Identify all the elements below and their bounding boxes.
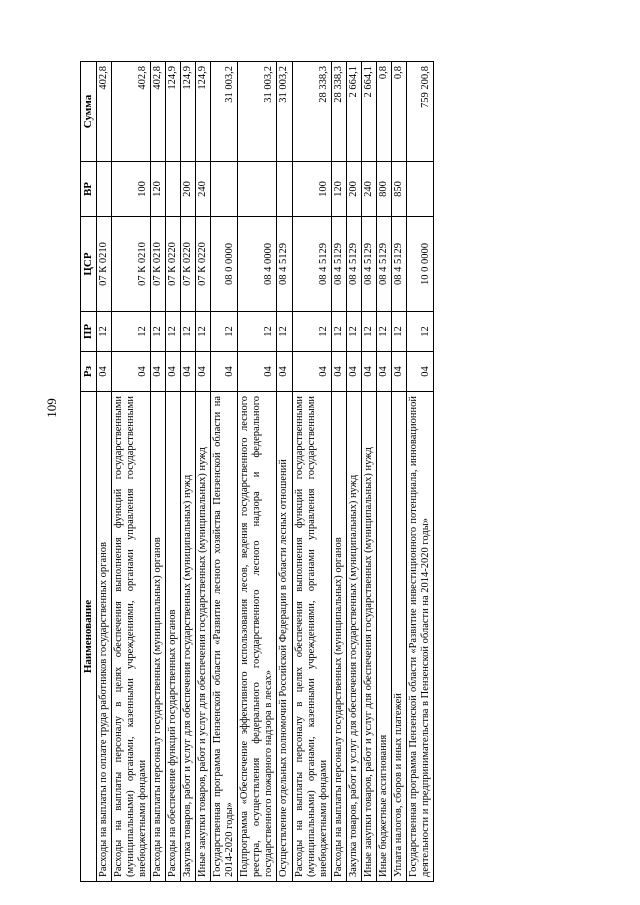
cell-vr: 240	[196, 162, 211, 217]
cell-pr: 12	[391, 312, 406, 352]
cell-sum: 402,8	[111, 62, 150, 162]
cell-csr: 08 4 5129	[391, 217, 406, 312]
cell-name: Расходы на выплаты персоналу в целях обеспечения выполнения функций государственными (муниципальными) органами, казенными учреждениями, органами управления государственными внебюджетными фондами	[292, 392, 331, 882]
cell-vr	[165, 162, 180, 217]
cell-name: Закупка товаров, работ и услуг для обеспечения государственных (муниципальных) нужд	[346, 392, 361, 882]
cell-csr: 08 0 0000	[211, 217, 238, 312]
cell-name: Иные закупки товаров, работ и услуг для обеспечения государственных (муниципальных) нужд	[361, 392, 376, 882]
cell-pr: 12	[211, 312, 238, 352]
cell-csr: 08 4 5129	[277, 217, 292, 312]
cell-sum: 124,9	[196, 62, 211, 162]
cell-vr: 800	[376, 162, 391, 217]
cell-csr: 08 4 5129	[331, 217, 346, 312]
cell-pr: 12	[238, 312, 277, 352]
table-row	[238, 62, 277, 882]
cell-pr: 12	[165, 312, 180, 352]
cell-vr	[238, 162, 277, 217]
cell-sum: 124,9	[165, 62, 180, 162]
header-csr: ЦСР	[81, 217, 97, 312]
cell-pr: 12	[196, 312, 211, 352]
cell-csr: 08 4 0000	[238, 217, 277, 312]
cell-name: Осуществление отдельных полномочий Российской Федерации в области лесных отношений	[277, 392, 292, 882]
table-row	[391, 62, 406, 882]
cell-vr	[211, 162, 238, 217]
cell-rz: 04	[96, 352, 111, 392]
cell-sum: 402,8	[150, 62, 165, 162]
cell-pr: 12	[96, 312, 111, 352]
cell-pr: 12	[331, 312, 346, 352]
cell-vr: 100	[111, 162, 150, 217]
table-row	[331, 62, 346, 882]
table-row	[96, 62, 111, 882]
table-row	[165, 62, 180, 882]
cell-vr: 200	[346, 162, 361, 217]
cell-vr: 200	[181, 162, 196, 217]
cell-name: Государственная программа Пензенской области «Развитие инвестиционного потенциала, инновационной деятельности и предпринимательства в Пензенской области на 2014-2020 годы»	[407, 392, 434, 882]
cell-rz: 04	[292, 352, 331, 392]
cell-sum: 31 003,2	[238, 62, 277, 162]
cell-sum: 2 664,1	[346, 62, 361, 162]
table-row	[150, 62, 165, 882]
cell-name: Уплата налогов, сборов и иных платежей	[391, 392, 406, 882]
cell-csr: 07 К 0220	[196, 217, 211, 312]
cell-vr: 240	[361, 162, 376, 217]
cell-vr: 850	[391, 162, 406, 217]
cell-name: Закупка товаров, работ и услуг для обеспечения государственных (муниципальных) нужд	[181, 392, 196, 882]
cell-rz: 04	[407, 352, 434, 392]
cell-sum: 31 003,2	[277, 62, 292, 162]
header-pr: ПР	[81, 312, 97, 352]
cell-sum: 759 200,8	[407, 62, 434, 162]
table-row	[407, 62, 434, 882]
cell-csr: 07 К 0220	[181, 217, 196, 312]
cell-rz: 04	[196, 352, 211, 392]
cell-pr: 12	[150, 312, 165, 352]
header-rz: Рз	[81, 352, 97, 392]
cell-vr: 120	[331, 162, 346, 217]
cell-vr: 120	[150, 162, 165, 217]
cell-rz: 04	[211, 352, 238, 392]
cell-csr: 07 К 0210	[150, 217, 165, 312]
cell-rz: 04	[331, 352, 346, 392]
table-row	[376, 62, 391, 882]
cell-csr: 07 К 0220	[165, 217, 180, 312]
cell-name: Расходы на выплаты по оплате труда работников государственных органов	[96, 392, 111, 882]
cell-rz: 04	[150, 352, 165, 392]
cell-sum: 124,9	[181, 62, 196, 162]
cell-name: Расходы на выплаты персоналу в целях обеспечения выполнения функций государственными (муниципальными) органами, казенными учреждениями, органами управления государственными внебюджетными фондами	[111, 392, 150, 882]
cell-csr: 08 4 5129	[361, 217, 376, 312]
cell-name: Иные бюджетные ассигнования	[376, 392, 391, 882]
cell-sum: 402,8	[96, 62, 111, 162]
header-vr: ВР	[81, 162, 97, 217]
cell-rz: 04	[346, 352, 361, 392]
cell-sum: 31 003,2	[211, 62, 238, 162]
cell-vr	[96, 162, 111, 217]
cell-csr: 08 4 5129	[376, 217, 391, 312]
cell-name: Государственная программа Пензенской области «Развитие лесного хозяйства Пензенской области на 2014-2020 годы»	[211, 392, 238, 882]
page-number: 109	[44, 398, 59, 418]
cell-rz: 04	[376, 352, 391, 392]
table-row	[196, 62, 211, 882]
budget-table	[80, 61, 434, 882]
cell-pr: 12	[407, 312, 434, 352]
cell-sum: 28 338,3	[331, 62, 346, 162]
cell-rz: 04	[391, 352, 406, 392]
cell-vr	[277, 162, 292, 217]
header-sum: Сумма	[81, 62, 97, 162]
cell-rz: 04	[238, 352, 277, 392]
table-row	[292, 62, 331, 882]
cell-name: Подпрограмма «Обеспечение эффективного использования лесов, ведения государственного лесного реестра, осуществления федерального государственного лесного надзора и федерального государственного пожарного надзора в лесах»	[238, 392, 277, 882]
cell-pr: 12	[292, 312, 331, 352]
cell-csr: 08 4 5129	[292, 217, 331, 312]
cell-sum: 28 338,3	[292, 62, 331, 162]
cell-rz: 04	[181, 352, 196, 392]
cell-rz: 04	[277, 352, 292, 392]
cell-pr: 12	[277, 312, 292, 352]
cell-csr: 08 4 5129	[346, 217, 361, 312]
cell-pr: 12	[346, 312, 361, 352]
cell-pr: 12	[111, 312, 150, 352]
table-row	[277, 62, 292, 882]
table-row	[111, 62, 150, 882]
table-row	[361, 62, 376, 882]
cell-rz: 04	[111, 352, 150, 392]
table-header-row	[81, 62, 97, 882]
table-row	[181, 62, 196, 882]
cell-name: Иные закупки товаров, работ и услуг для обеспечения государственных (муниципальных) нужд	[196, 392, 211, 882]
cell-csr: 10 0 0000	[407, 217, 434, 312]
cell-vr	[407, 162, 434, 217]
header-name: Наименование	[81, 392, 97, 882]
cell-rz: 04	[361, 352, 376, 392]
cell-csr: 07 К 0210	[111, 217, 150, 312]
cell-name: Расходы на выплаты персоналу государственных (муниципальных) органов	[331, 392, 346, 882]
table-body	[96, 62, 434, 882]
cell-pr: 12	[181, 312, 196, 352]
cell-sum: 0,8	[376, 62, 391, 162]
cell-sum: 0,8	[391, 62, 406, 162]
table-row	[211, 62, 238, 882]
cell-sum: 2 664,1	[361, 62, 376, 162]
table-row	[346, 62, 361, 882]
cell-pr: 12	[361, 312, 376, 352]
cell-rz: 04	[165, 352, 180, 392]
cell-csr: 07 К 0210	[96, 217, 111, 312]
cell-pr: 12	[376, 312, 391, 352]
rotated-page-content	[80, 62, 560, 882]
cell-vr: 100	[292, 162, 331, 217]
cell-name: Расходы на выплаты персоналу государственных (муниципальных) органов	[150, 392, 165, 882]
cell-name: Расходы на обеспечение функций государственных органов	[165, 392, 180, 882]
